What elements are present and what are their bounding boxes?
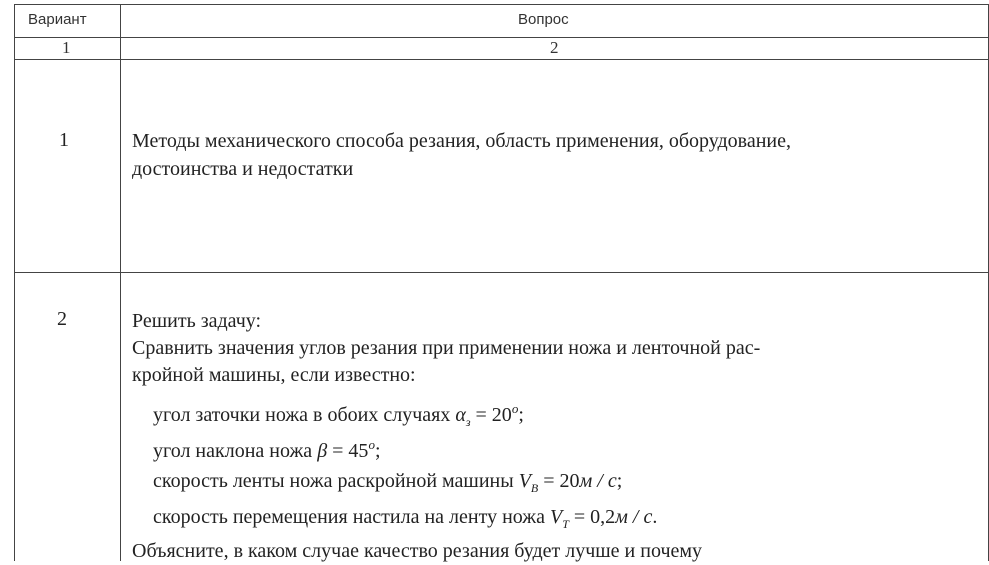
- row1-question-line2: достоинства и недостатки: [132, 158, 354, 180]
- beta-symbol: β: [317, 440, 328, 462]
- belt-speed-value: = 20: [538, 470, 580, 492]
- item-sharpening-angle: [153, 395, 524, 436]
- row1-variant: 1: [59, 129, 69, 151]
- header-question: Вопрос: [518, 11, 569, 28]
- numbering-bottom-border: [14, 59, 989, 60]
- item-end: ;: [616, 470, 623, 492]
- layer-speed-value: = 0,2: [568, 506, 616, 528]
- header-bottom-border: [14, 37, 989, 38]
- tilt-value: = 45: [327, 440, 369, 462]
- table-top-border: [14, 4, 989, 5]
- speed-unit: м / с: [615, 506, 653, 528]
- velocity-subscript: В: [530, 481, 539, 495]
- alpha-symbol: α: [455, 404, 466, 426]
- velocity-subscript: Т: [562, 517, 569, 531]
- numbering-col1: 1: [62, 38, 71, 57]
- speed-unit: м / с: [579, 470, 617, 492]
- row2-statement-line1: Сравнить значения углов резания при применении ножа и ленточной рас-: [132, 337, 761, 359]
- item-text: угол наклона ножа: [153, 440, 313, 462]
- item-end: ;: [374, 440, 381, 462]
- item-end: ;: [518, 404, 524, 426]
- degree-mark: o: [368, 437, 375, 452]
- degree-mark: o: [511, 401, 519, 416]
- column-divider: [120, 4, 121, 561]
- row2-statement-line2: кройной машины, если известно:: [132, 364, 416, 386]
- row2-closing: Объясните, в каком случае качество резания будет лучше и почему: [132, 540, 703, 562]
- item-end: .: [652, 506, 658, 528]
- item-layer-speed: [153, 503, 657, 538]
- item-text: угол заточки ножа в обоих случаях: [153, 404, 451, 426]
- numbering-col2: 2: [550, 38, 559, 57]
- sharpening-value: = 20: [470, 404, 512, 426]
- header-variant: Вариант: [28, 11, 87, 28]
- alpha-subscript: з: [465, 415, 471, 429]
- item-belt-speed: [153, 467, 622, 502]
- row1-bottom-border: [14, 272, 989, 273]
- table-left-border: [14, 4, 15, 561]
- item-text: скорость перемещения настила на ленту ножа: [153, 506, 545, 528]
- row1-question-line1: Методы механического способа резания, область применения, оборудование,: [132, 130, 791, 152]
- row2-intro: Решить задачу:: [132, 310, 262, 332]
- velocity-symbol: V: [518, 470, 531, 492]
- velocity-symbol: V: [549, 506, 563, 528]
- item-tilt-angle: [153, 431, 381, 465]
- item-text: скорость ленты ножа раскройной машины: [153, 470, 514, 492]
- row2-variant: 2: [57, 308, 67, 330]
